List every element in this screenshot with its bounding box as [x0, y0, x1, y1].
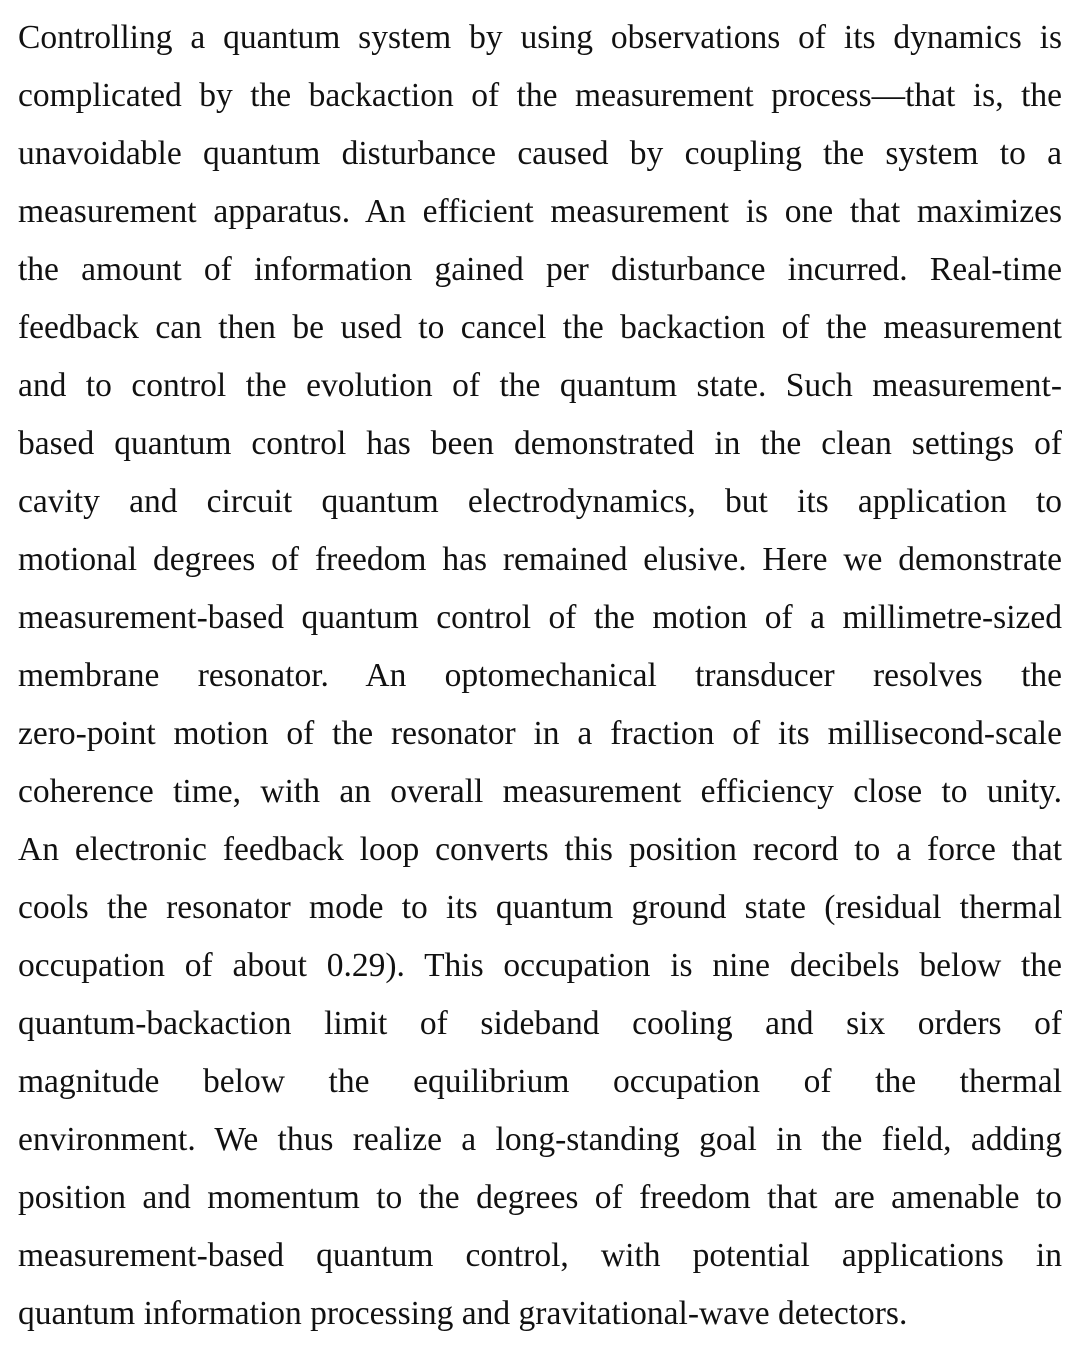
text-line: motional degrees of freedom has remained elusive. Here we demonstrate: [18, 541, 1062, 578]
text-line: unavoidable quantum disturbance caused by coupling the system to a: [18, 135, 1062, 172]
text-line: occupation of about 0.29). This occupation is nine decibels below the: [18, 947, 1062, 984]
text-line: environment. We thus realize a long-standing goal in the field, adding: [18, 1121, 1062, 1158]
text-line: the amount of information gained per disturbance incurred. Real-time: [18, 251, 1062, 288]
text-line: complicated by the backaction of the measurement process—that is, the: [18, 77, 1062, 114]
text-line: measurement-based quantum control of the motion of a millimetre-sized: [18, 599, 1062, 636]
text-line: coherence time, with an overall measurement efficiency close to unity.: [18, 773, 1062, 810]
abstract-paragraph: [18, 9, 1062, 1343]
text-line: measurement-based quantum control, with potential applications in: [18, 1237, 1062, 1274]
text-line: magnitude below the equilibrium occupation of the thermal: [18, 1063, 1062, 1100]
text-line: zero-point motion of the resonator in a fraction of its millisecond-scale: [18, 715, 1062, 752]
text-line: and to control the evolution of the quantum state. Such measurement-: [18, 367, 1062, 404]
text-line: cavity and circuit quantum electrodynamics, but its application to: [18, 483, 1062, 520]
text-line: membrane resonator. An optomechanical transducer resolves the: [18, 657, 1062, 694]
text-line: feedback can then be used to cancel the backaction of the measurement: [18, 309, 1062, 346]
text-line: quantum information processing and gravitational-wave detectors.: [18, 1295, 908, 1332]
text-line: Controlling a quantum system by using observations of its dynamics is: [18, 19, 1062, 56]
text-line: based quantum control has been demonstrated in the clean settings of: [18, 425, 1062, 462]
text-line: An electronic feedback loop converts this position record to a force that: [18, 831, 1062, 868]
text-line: position and momentum to the degrees of freedom that are amenable to: [18, 1179, 1062, 1216]
text-line: quantum-backaction limit of sideband cooling and six orders of: [18, 1005, 1062, 1042]
text-line: cools the resonator mode to its quantum ground state (residual thermal: [18, 889, 1062, 926]
text-line: measurement apparatus. An efficient measurement is one that maximizes: [18, 193, 1062, 230]
